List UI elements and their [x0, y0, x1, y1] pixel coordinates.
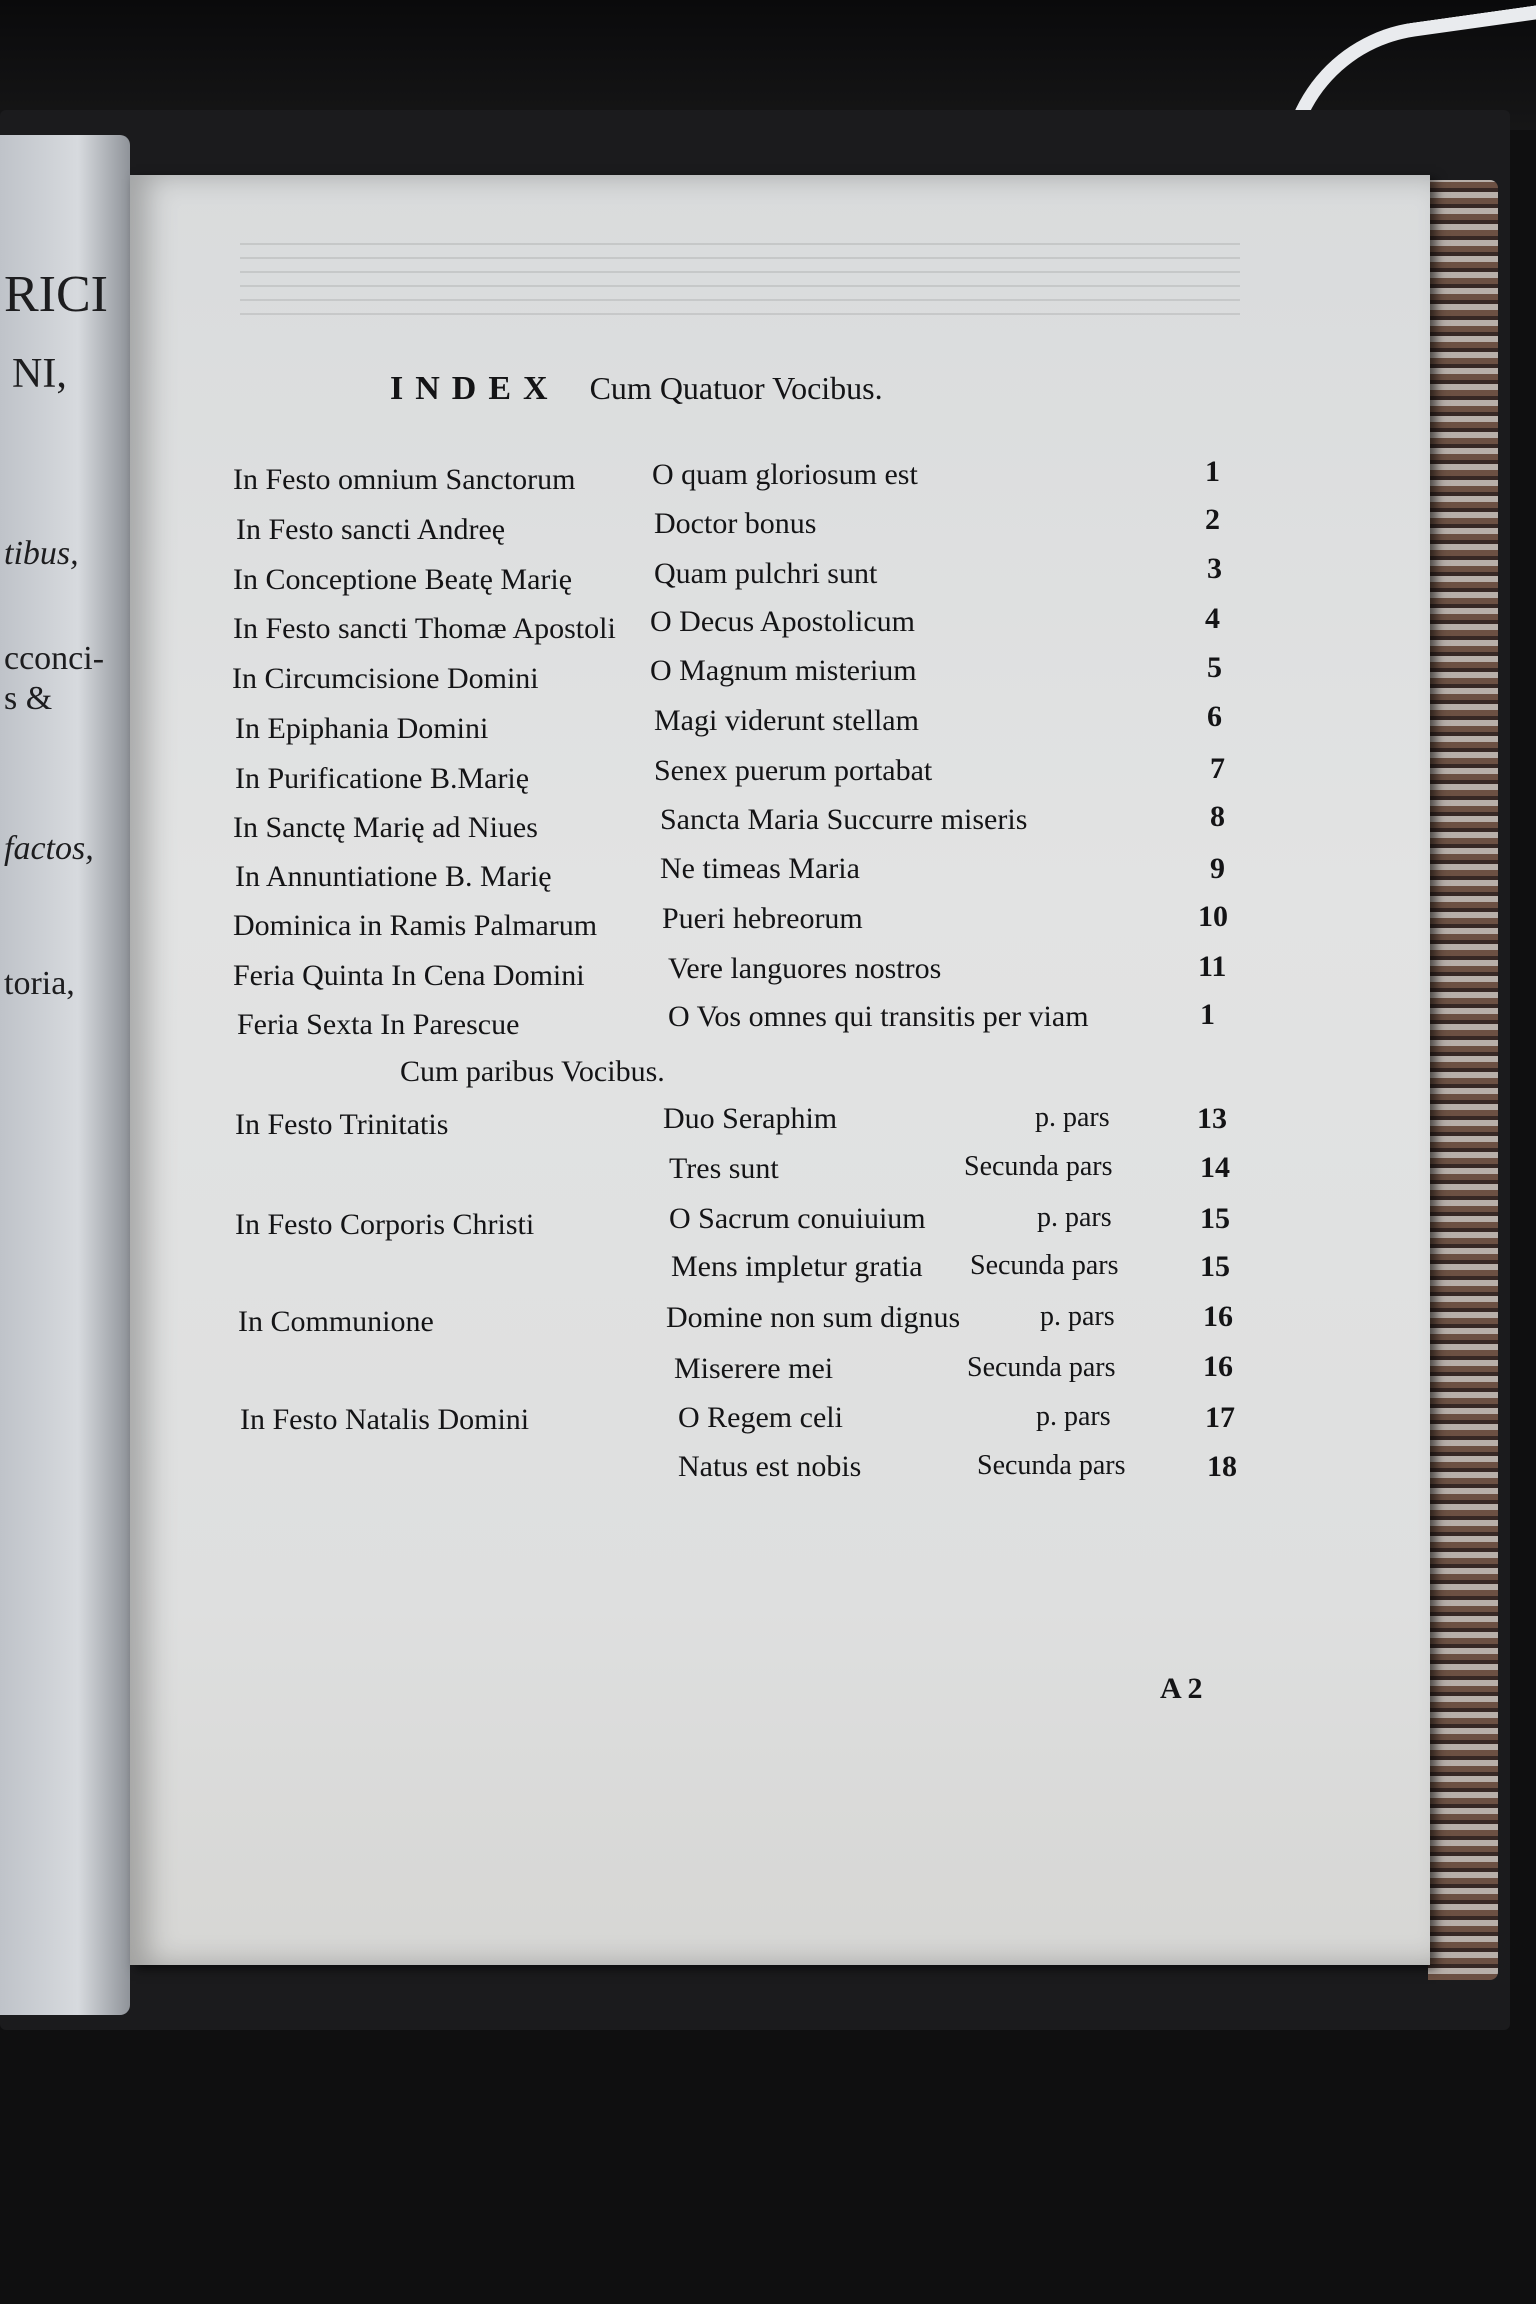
- entry-motet: O Sacrum conuiuium: [669, 1202, 926, 1235]
- left-fragment: s &: [4, 680, 53, 717]
- entry-page: 17: [1205, 1401, 1235, 1434]
- page-edge: [1428, 180, 1498, 1980]
- entry-feast: In Festo sancti Thomæ Apostoli: [233, 612, 616, 645]
- left-fragment: cconci-: [4, 640, 105, 677]
- left-fragment: tibus,: [4, 535, 79, 572]
- section-subhead: Cum paribus Vocibus.: [400, 1055, 665, 1088]
- entry-motet: Mens impletur gratia: [671, 1250, 923, 1283]
- left-page: [0, 135, 130, 2015]
- entry-part: Secunda pars: [970, 1250, 1119, 1281]
- left-fragment: NI,: [12, 351, 67, 397]
- entry-motet: O Magnum misterium: [650, 654, 917, 687]
- entry-motet: Tres sunt: [669, 1152, 779, 1185]
- entry-feast: In Festo omnium Sanctorum: [233, 463, 576, 496]
- index-title: INDEX: [390, 370, 560, 407]
- entry-motet: Ne timeas Maria: [660, 852, 860, 885]
- entry-feast: In Festo Corporis Christi: [235, 1208, 535, 1241]
- entry-part: p. pars: [1035, 1102, 1110, 1133]
- entry-page: 1: [1205, 455, 1220, 488]
- entry-feast: In Communione: [238, 1305, 434, 1338]
- index-heading: [390, 370, 883, 408]
- entry-motet: O quam gloriosum est: [652, 458, 918, 491]
- entry-feast: In Festo sancti Andreę: [236, 513, 506, 546]
- entry-page: 16: [1203, 1350, 1233, 1383]
- entry-part: p. pars: [1036, 1401, 1111, 1432]
- signature-mark: A 2: [1160, 1672, 1203, 1705]
- entry-feast: Feria Sexta In Parescue: [237, 1008, 520, 1041]
- entry-motet: Doctor bonus: [654, 507, 817, 540]
- entry-part: p. pars: [1040, 1301, 1115, 1332]
- entry-feast: Dominica in Ramis Palmarum: [233, 909, 598, 942]
- index-subtitle: Cum Quatuor Vocibus.: [589, 370, 883, 406]
- entry-feast: In Festo Trinitatis: [235, 1108, 449, 1141]
- entry-motet: Duo Seraphim: [663, 1102, 838, 1135]
- entry-page: 2: [1205, 503, 1220, 536]
- entry-motet: O Regem celi: [678, 1401, 843, 1434]
- entry-feast: In Festo Natalis Domini: [240, 1403, 530, 1436]
- entry-feast: In Purificatione B.Marię: [235, 762, 530, 795]
- entry-part: p. pars: [1037, 1202, 1112, 1233]
- entry-feast: Feria Quinta In Cena Domini: [233, 959, 585, 992]
- entry-page: 13: [1197, 1102, 1227, 1135]
- entry-motet: Senex puerum portabat: [654, 754, 933, 787]
- left-fragment: factos,: [4, 830, 94, 867]
- entry-feast: In Annuntiatione B. Marię: [235, 860, 552, 893]
- entry-page: 18: [1207, 1450, 1237, 1483]
- entry-page: 16: [1203, 1300, 1233, 1333]
- entry-motet: Miserere mei: [674, 1352, 834, 1385]
- entry-page: 10: [1198, 900, 1228, 933]
- entry-page: 8: [1210, 800, 1225, 833]
- right-page: [130, 175, 1430, 1965]
- entry-page: 15: [1200, 1250, 1230, 1283]
- entry-motet: O Vos omnes qui transitis per viam: [668, 1000, 1089, 1033]
- entry-motet: Quam pulchri sunt: [654, 557, 878, 590]
- entry-feast: In Epiphania Domini: [235, 712, 489, 745]
- entry-page: 5: [1207, 651, 1222, 684]
- entry-motet: Sancta Maria Succurre miseris: [660, 803, 1028, 836]
- entry-motet: Vere languores nostros: [668, 952, 942, 985]
- entry-part: Secunda pars: [964, 1151, 1113, 1182]
- left-fragment: RICI: [4, 266, 108, 323]
- entry-motet: Magi viderunt stellam: [654, 704, 919, 737]
- entry-part: Secunda pars: [977, 1450, 1126, 1481]
- entry-page: 4: [1205, 602, 1220, 635]
- entry-feast: In Conceptione Beatę Marię: [233, 563, 573, 596]
- entry-page: 9: [1210, 852, 1225, 885]
- entry-page: 6: [1207, 700, 1222, 733]
- entry-motet: O Decus Apostolicum: [650, 605, 915, 638]
- entry-feast: In Circumcisione Domini: [232, 662, 539, 695]
- entry-motet: Natus est nobis: [678, 1450, 862, 1483]
- entry-page: 3: [1207, 552, 1222, 585]
- entry-page: 1: [1200, 998, 1215, 1031]
- entry-part: Secunda pars: [967, 1352, 1116, 1383]
- entry-page: 15: [1200, 1202, 1230, 1235]
- entry-motet: Domine non sum dignus: [666, 1301, 961, 1334]
- left-fragment: toria,: [4, 965, 75, 1002]
- entry-feast: In Sanctę Marię ad Niues: [233, 811, 538, 844]
- entry-page: 7: [1210, 752, 1225, 785]
- show-through: [240, 235, 1240, 315]
- entry-page: 14: [1200, 1151, 1230, 1184]
- entry-page: 11: [1198, 950, 1227, 983]
- entry-motet: Pueri hebreorum: [662, 902, 863, 935]
